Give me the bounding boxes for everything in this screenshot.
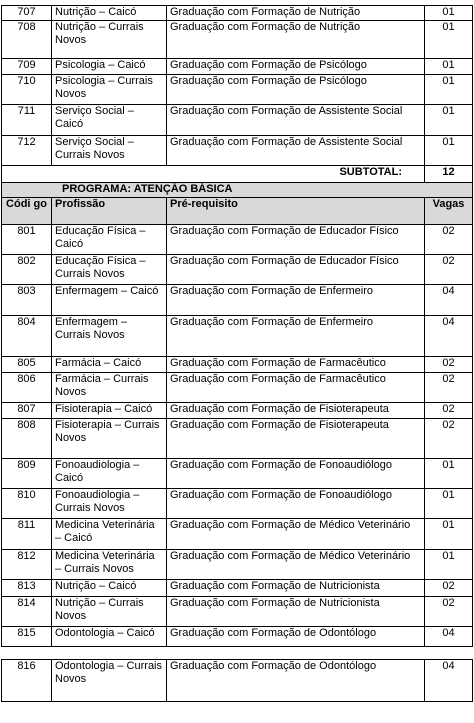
program-title-row bbox=[2, 183, 473, 198]
table-body-main bbox=[2, 225, 473, 647]
row-code: 812 bbox=[2, 550, 52, 580]
row-vacancies: 02 bbox=[425, 403, 473, 419]
row-code: 805 bbox=[2, 357, 52, 373]
table-row bbox=[2, 550, 473, 580]
row-code: 809 bbox=[2, 459, 52, 489]
table-row bbox=[2, 489, 473, 519]
header-vacancies: Vagas bbox=[425, 198, 473, 225]
row-prerequisite: Graduação com Formação de Nutrição bbox=[167, 21, 425, 59]
row-vacancies: 02 bbox=[425, 255, 473, 285]
table-row bbox=[2, 136, 473, 166]
document-page bbox=[1, 5, 472, 702]
row-vacancies: 04 bbox=[425, 660, 473, 702]
row-prerequisite: Graduação com Formação de Nutricionista bbox=[167, 580, 425, 597]
row-vacancies: 01 bbox=[425, 489, 473, 519]
row-code: 811 bbox=[2, 519, 52, 550]
row-profession: Nutrição – Currais Novos bbox=[52, 597, 167, 627]
row-code: 711 bbox=[2, 105, 52, 136]
row-prerequisite: Graduação com Formação de Enfermeiro bbox=[167, 285, 425, 316]
row-vacancies: 01 bbox=[425, 75, 473, 105]
row-profession: Educação Física – Caicó bbox=[52, 225, 167, 255]
row-profession: Nutrição – Caicó bbox=[52, 580, 167, 597]
vacancy-table-continued bbox=[1, 659, 473, 702]
row-profession: Medicina Veterinária – Caicó bbox=[52, 519, 167, 550]
table-row bbox=[2, 627, 473, 647]
row-prerequisite: Graduação com Formação de Farmacêutico bbox=[167, 373, 425, 403]
program-section bbox=[2, 183, 473, 225]
row-prerequisite: Graduação com Formação de Fisioterapeuta bbox=[167, 403, 425, 419]
row-code: 807 bbox=[2, 403, 52, 419]
row-prerequisite: Graduação com Formação de Nutrição bbox=[167, 6, 425, 21]
row-prerequisite: Graduação com Formação de Odontólogo bbox=[167, 627, 425, 647]
row-profession: Odontologia – Currais Novos bbox=[52, 660, 167, 702]
table-row bbox=[2, 357, 473, 373]
row-profession: Farmácia – Caicó bbox=[52, 357, 167, 373]
table-row bbox=[2, 597, 473, 627]
row-code: 802 bbox=[2, 255, 52, 285]
row-prerequisite: Graduação com Formação de Educador Físico bbox=[167, 225, 425, 255]
row-profession: Serviço Social – Currais Novos bbox=[52, 136, 167, 166]
header-prerequisite: Pré-requisito bbox=[167, 198, 425, 225]
row-vacancies: 01 bbox=[425, 21, 473, 59]
table-body-bottom bbox=[2, 660, 473, 702]
row-code: 804 bbox=[2, 316, 52, 357]
row-vacancies: 01 bbox=[425, 6, 473, 21]
row-code: 813 bbox=[2, 580, 52, 597]
subtotal-value: 12 bbox=[425, 166, 473, 183]
row-prerequisite: Graduação com Formação de Psicólogo bbox=[167, 59, 425, 75]
table-row bbox=[2, 316, 473, 357]
row-code: 816 bbox=[2, 660, 52, 702]
row-prerequisite: Graduação com Formação de Fonoaudiólogo bbox=[167, 459, 425, 489]
row-profession: Psicologia – Currais Novos bbox=[52, 75, 167, 105]
row-profession: Farmácia – Currais Novos bbox=[52, 373, 167, 403]
table-row bbox=[2, 285, 473, 316]
row-vacancies: 02 bbox=[425, 225, 473, 255]
row-prerequisite: Graduação com Formação de Fonoaudiólogo bbox=[167, 489, 425, 519]
table-body-top bbox=[2, 6, 473, 166]
row-vacancies: 04 bbox=[425, 627, 473, 647]
row-code: 801 bbox=[2, 225, 52, 255]
row-profession: Fisioterapia – Caicó bbox=[52, 403, 167, 419]
row-code: 808 bbox=[2, 419, 52, 459]
row-vacancies: 01 bbox=[425, 105, 473, 136]
table-row bbox=[2, 403, 473, 419]
row-prerequisite: Graduação com Formação de Fisioterapeuta bbox=[167, 419, 425, 459]
row-vacancies: 02 bbox=[425, 373, 473, 403]
table-row bbox=[2, 21, 473, 59]
row-prerequisite: Graduação com Formação de Assistente Social bbox=[167, 136, 425, 166]
row-code: 709 bbox=[2, 59, 52, 75]
row-prerequisite: Graduação com Formação de Enfermeiro bbox=[167, 316, 425, 357]
subtotal-section bbox=[2, 166, 473, 183]
row-vacancies: 02 bbox=[425, 597, 473, 627]
row-profession: Enfermagem – Caicó bbox=[52, 285, 167, 316]
row-prerequisite: Graduação com Formação de Assistente Social bbox=[167, 105, 425, 136]
table-row bbox=[2, 373, 473, 403]
table-row bbox=[2, 59, 473, 75]
row-profession: Enfermagem – Currais Novos bbox=[52, 316, 167, 357]
row-prerequisite: Graduação com Formação de Médico Veterinário bbox=[167, 519, 425, 550]
row-profession: Nutrição – Caicó bbox=[52, 6, 167, 21]
row-code: 707 bbox=[2, 6, 52, 21]
table-row bbox=[2, 580, 473, 597]
row-code: 712 bbox=[2, 136, 52, 166]
row-vacancies: 01 bbox=[425, 136, 473, 166]
row-vacancies: 01 bbox=[425, 550, 473, 580]
row-vacancies: 02 bbox=[425, 419, 473, 459]
row-prerequisite: Graduação com Formação de Psicólogo bbox=[167, 75, 425, 105]
table-row bbox=[2, 105, 473, 136]
row-vacancies: 01 bbox=[425, 59, 473, 75]
row-vacancies: 01 bbox=[425, 459, 473, 489]
header-profession: Profissão bbox=[52, 198, 167, 225]
row-profession: Fonoaudiologia – Currais Novos bbox=[52, 489, 167, 519]
table-row bbox=[2, 6, 473, 21]
table-row bbox=[2, 660, 473, 702]
subtotal-row bbox=[2, 166, 473, 183]
table-row bbox=[2, 225, 473, 255]
table-row bbox=[2, 459, 473, 489]
subtotal-label: SUBTOTAL: bbox=[2, 166, 425, 183]
row-prerequisite: Graduação com Formação de Nutricionista bbox=[167, 597, 425, 627]
header-code: Códi go bbox=[2, 198, 52, 225]
vacancy-table bbox=[1, 5, 473, 647]
row-profession: Educação Física – Currais Novos bbox=[52, 255, 167, 285]
row-profession: Odontologia – Caicó bbox=[52, 627, 167, 647]
row-prerequisite: Graduação com Formação de Médico Veterinário bbox=[167, 550, 425, 580]
row-prerequisite: Graduação com Formação de Odontólogo bbox=[167, 660, 425, 702]
row-prerequisite: Graduação com Formação de Farmacêutico bbox=[167, 357, 425, 373]
row-code: 710 bbox=[2, 75, 52, 105]
table-row bbox=[2, 519, 473, 550]
row-prerequisite: Graduação com Formação de Educador Físico bbox=[167, 255, 425, 285]
row-profession: Fisioterapia – Currais Novos bbox=[52, 419, 167, 459]
header-row bbox=[2, 198, 473, 225]
row-profession: Nutrição – Currais Novos bbox=[52, 21, 167, 59]
row-code: 810 bbox=[2, 489, 52, 519]
row-vacancies: 04 bbox=[425, 285, 473, 316]
row-code: 806 bbox=[2, 373, 52, 403]
table-row bbox=[2, 75, 473, 105]
row-code: 803 bbox=[2, 285, 52, 316]
row-vacancies: 02 bbox=[425, 357, 473, 373]
row-profession: Fonoaudiologia – Caicó bbox=[52, 459, 167, 489]
table-row bbox=[2, 419, 473, 459]
row-code: 815 bbox=[2, 627, 52, 647]
page-gap bbox=[1, 647, 472, 659]
row-profession: Medicina Veterinária – Currais Novos bbox=[52, 550, 167, 580]
program-title: PROGRAMA: ATENÇÃO BÁSICA bbox=[2, 183, 473, 198]
row-vacancies: 01 bbox=[425, 519, 473, 550]
row-vacancies: 04 bbox=[425, 316, 473, 357]
row-profession: Serviço Social – Caicó bbox=[52, 105, 167, 136]
row-code: 708 bbox=[2, 21, 52, 59]
table-row bbox=[2, 255, 473, 285]
row-code: 814 bbox=[2, 597, 52, 627]
row-profession: Psicologia – Caicó bbox=[52, 59, 167, 75]
row-vacancies: 02 bbox=[425, 580, 473, 597]
